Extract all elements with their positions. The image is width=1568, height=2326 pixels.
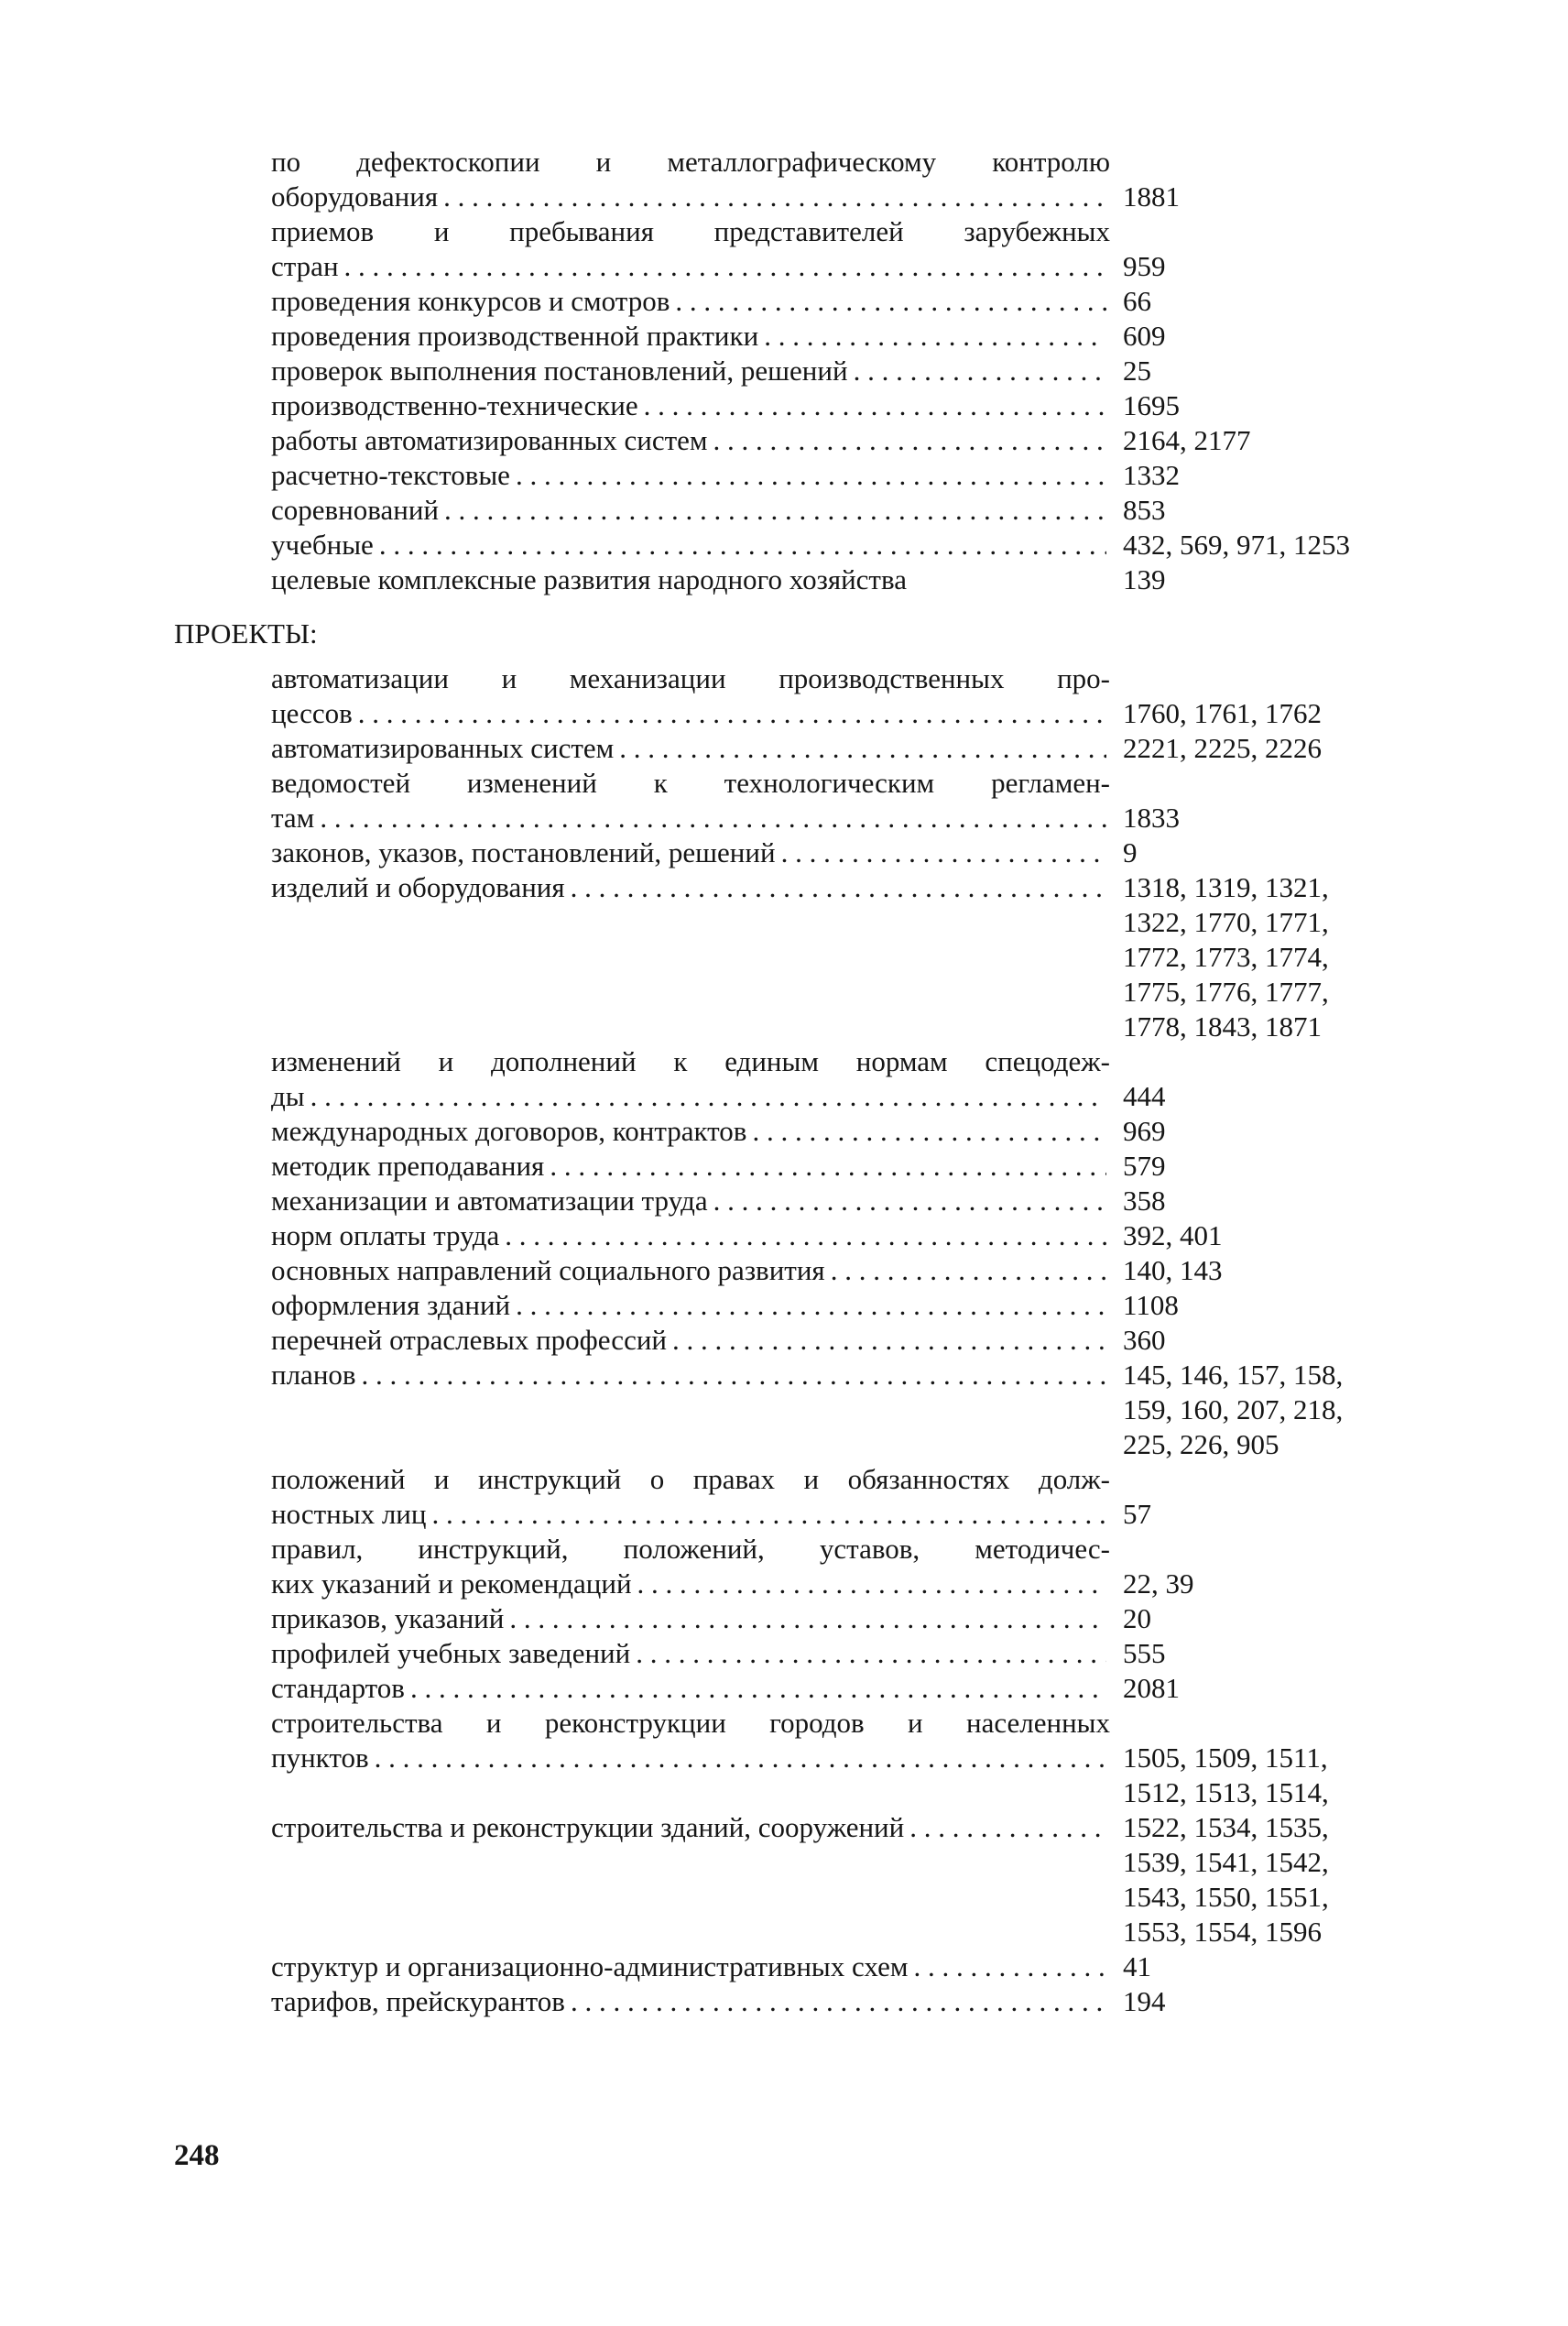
entry-term: приемов и пребывания представителей зарубежных (271, 215, 1110, 247)
page-refs: 1543, 1550, 1551, (1123, 1881, 1329, 1913)
entry-term: основных направлений социального развития (271, 1254, 825, 1286)
leader-dots (410, 1671, 1106, 1706)
leader-dots (713, 1184, 1106, 1218)
leader-dots (509, 1601, 1106, 1636)
entry-term: оформления зданий (271, 1289, 511, 1321)
index-entry (174, 1949, 1420, 1984)
entry-line (174, 1636, 1420, 1671)
index-entry (174, 1984, 1420, 2019)
leader-dots (571, 870, 1106, 905)
entry-line (174, 1497, 1420, 1532)
entry-line (174, 354, 1420, 388)
page-refs: 25 (1123, 355, 1151, 387)
index-entry (174, 1044, 1420, 1114)
index-entry (174, 870, 1420, 1044)
page-refs: 392, 401 (1123, 1219, 1223, 1251)
leader-dots (781, 835, 1106, 870)
entry-line (174, 1462, 1420, 1497)
entry-line (174, 1601, 1420, 1636)
page-refs: 9 (1123, 836, 1138, 868)
leader-dots (516, 1288, 1106, 1323)
page-refs: 1833 (1123, 802, 1180, 834)
entry-line (174, 528, 1420, 562)
entry-line (174, 493, 1420, 528)
page-refs: 969 (1123, 1115, 1166, 1147)
page-refs: 1505, 1509, 1511, (1123, 1742, 1328, 1774)
leader-dots (672, 1323, 1106, 1358)
entry-line (174, 1671, 1420, 1706)
page-refs: 609 (1123, 320, 1166, 352)
page-refs: 2081 (1123, 1672, 1180, 1704)
page-refs: 159, 160, 207, 218, (1123, 1393, 1344, 1425)
leader-dots (571, 1984, 1106, 2019)
index-block-projects (174, 661, 1420, 2019)
entry-term: приказов, указаний (271, 1602, 505, 1634)
page-refs: 1772, 1773, 1774, (1123, 941, 1329, 973)
entry-term: там (271, 802, 315, 834)
leader-dots (636, 1636, 1106, 1671)
index-entry (174, 1462, 1420, 1532)
leader-dots (854, 354, 1106, 388)
entry-term: стран (271, 250, 339, 282)
page-refs: 1695 (1123, 389, 1180, 421)
index-entry (174, 284, 1420, 319)
entry-term: проведения конкурсов и смотров (271, 285, 670, 317)
entry-term: работы автоматизированных систем (271, 424, 708, 456)
entry-line (174, 870, 1420, 905)
entry-line (174, 1114, 1420, 1149)
entry-term: норм оплаты труда (271, 1219, 500, 1251)
entry-line (174, 1532, 1420, 1567)
leader-dots (644, 388, 1106, 423)
entry-term: перечней отраслевых профессий (271, 1324, 668, 1356)
entry-line (174, 1184, 1420, 1218)
entry-term: структур и организационно-административных схем (271, 1950, 909, 1982)
section-heading: ПРОЕКТЫ: (174, 617, 318, 650)
leader-dots (675, 284, 1106, 319)
index-entry (174, 1253, 1420, 1288)
index-entry (174, 1358, 1420, 1462)
entry-line (174, 1984, 1420, 2019)
page-refs: 145, 146, 157, 158, (1123, 1359, 1344, 1391)
index-entry (174, 1601, 1420, 1636)
entry-line (174, 1949, 1420, 1984)
entry-term: положений и инструкций о правах и обязанностях долж- (271, 1463, 1110, 1495)
entry-line (174, 731, 1420, 766)
subject-index (174, 145, 1420, 2019)
index-entry (174, 319, 1420, 354)
index-entry (174, 388, 1420, 423)
entry-line (174, 1323, 1420, 1358)
entry-line (174, 458, 1420, 493)
page-refs: 853 (1123, 494, 1166, 526)
entry-line (174, 145, 1420, 180)
page-refs: 959 (1123, 250, 1166, 282)
entry-term: профилей учебных заведений (271, 1637, 631, 1669)
entry-term: ких указаний и рекомендаций (271, 1567, 632, 1600)
entry-line (174, 1741, 1420, 1775)
entry-term: планов (271, 1359, 356, 1391)
leader-dots (505, 1218, 1106, 1253)
index-entry (174, 1114, 1420, 1149)
index-entry (174, 1149, 1420, 1184)
entry-line (174, 1810, 1420, 1845)
index-entry (174, 1810, 1420, 1949)
entry-line (174, 766, 1420, 801)
index-entry (174, 1218, 1420, 1253)
index-entry (174, 1323, 1420, 1358)
page-refs: 1760, 1761, 1762 (1123, 697, 1322, 729)
leader-dots (358, 696, 1106, 731)
index-entry (174, 528, 1420, 562)
page-refs: 579 (1123, 1150, 1166, 1182)
index-entry (174, 493, 1420, 528)
entry-line (174, 1218, 1420, 1253)
page-refs: 66 (1123, 285, 1151, 317)
entry-term: оборудования (271, 180, 439, 213)
entry-term: производственно-технические (271, 389, 638, 421)
entry-term: механизации и автоматизации труда (271, 1185, 708, 1217)
index-entry (174, 835, 1420, 870)
entry-line (174, 940, 1420, 975)
entry-term: проверок выполнения постановлений, решений (271, 355, 848, 387)
page-refs: 432, 569, 971, 1253 (1123, 529, 1350, 561)
leader-dots (375, 1741, 1106, 1775)
page-refs: 1108 (1123, 1289, 1179, 1321)
leader-dots (443, 180, 1106, 214)
entry-line (174, 1010, 1420, 1044)
leader-dots (550, 1149, 1106, 1184)
entry-term: методик преподавания (271, 1150, 545, 1182)
page-refs: 2164, 2177 (1123, 424, 1251, 456)
page-refs: 41 (1123, 1950, 1151, 1982)
index-entry (174, 1532, 1420, 1601)
entry-term: по дефектоскопии и металлографическому контролю (271, 146, 1110, 178)
entry-line (174, 661, 1420, 696)
page-refs: 555 (1123, 1637, 1166, 1669)
page-refs: 2221, 2225, 2226 (1123, 732, 1322, 764)
page-refs: 360 (1123, 1324, 1166, 1356)
leader-dots (444, 493, 1106, 528)
leader-dots (713, 423, 1106, 458)
entry-line (174, 1358, 1420, 1392)
leader-dots (637, 1567, 1106, 1601)
entry-term: целевые комплексные развития народного хозяйства (271, 563, 907, 595)
entry-line (174, 1567, 1420, 1601)
entry-line (174, 1044, 1420, 1079)
leader-dots (619, 731, 1106, 766)
entry-line (174, 696, 1420, 731)
entry-term: соревнований (271, 494, 440, 526)
page-refs: 57 (1123, 1498, 1151, 1530)
leader-dots (320, 801, 1106, 835)
entry-line (174, 975, 1420, 1010)
index-entry (174, 1706, 1420, 1810)
entry-line (174, 801, 1420, 835)
page-refs: 358 (1123, 1185, 1166, 1217)
entry-line (174, 284, 1420, 319)
entry-line (174, 1915, 1420, 1949)
index-entry (174, 1671, 1420, 1706)
page-refs: 1322, 1770, 1771, (1123, 906, 1329, 938)
entry-line (174, 1427, 1420, 1462)
entry-line (174, 423, 1420, 458)
page-number: 248 (174, 2139, 220, 2172)
index-entry (174, 562, 1420, 597)
entry-term: изделий и оборудования (271, 871, 565, 903)
entry-line (174, 562, 1420, 597)
entry-line (174, 249, 1420, 284)
entry-term: проведения производственной практики (271, 320, 759, 352)
leader-dots (909, 1810, 1106, 1845)
entry-line (174, 1288, 1420, 1323)
entry-line (174, 1079, 1420, 1114)
index-entry (174, 661, 1420, 731)
entry-line (174, 388, 1420, 423)
entry-line (174, 1253, 1420, 1288)
entry-term: ведомостей изменений к технологическим регламен- (271, 767, 1110, 799)
page-refs: 1881 (1123, 180, 1180, 213)
entry-term: правил, инструкций, положений, уставов, методичес- (271, 1533, 1110, 1565)
entry-line (174, 1845, 1420, 1880)
index-block-continued (174, 145, 1420, 597)
index-entry (174, 423, 1420, 458)
index-entry (174, 1636, 1420, 1671)
page-refs: 1553, 1554, 1596 (1123, 1916, 1322, 1948)
entry-line (174, 905, 1420, 940)
entry-term: тарифов, прейскурантов (271, 1985, 565, 2017)
entry-line (174, 214, 1420, 249)
page-refs: 20 (1123, 1602, 1151, 1634)
page-refs: 1512, 1513, 1514, (1123, 1776, 1329, 1808)
page-refs: 1318, 1319, 1321, (1123, 871, 1329, 903)
entry-term: пунктов (271, 1742, 369, 1774)
entry-term: автоматизированных систем (271, 732, 615, 764)
entry-term: международных договоров, контрактов (271, 1115, 747, 1147)
entry-term: автоматизации и механизации производственных про- (271, 662, 1110, 694)
entry-term: законов, указов, постановлений, решений (271, 836, 776, 868)
leader-dots (913, 1949, 1106, 1984)
page-refs: 139 (1123, 563, 1166, 595)
leader-dots (516, 458, 1106, 493)
page-refs: 22, 39 (1123, 1567, 1194, 1600)
entry-term: стандартов (271, 1672, 405, 1704)
index-entry (174, 354, 1420, 388)
leader-dots (752, 1114, 1106, 1149)
leader-dots (344, 249, 1106, 284)
entry-term: ды (271, 1080, 305, 1112)
index-entry (174, 766, 1420, 835)
entry-line (174, 1775, 1420, 1810)
page-refs: 194 (1123, 1985, 1166, 2017)
entry-term: изменений и дополнений к единым нормам спецодеж- (271, 1045, 1110, 1077)
entry-term: ностных лиц (271, 1498, 427, 1530)
entry-line (174, 319, 1420, 354)
entry-line (174, 1880, 1420, 1915)
entry-line (174, 1392, 1420, 1427)
leader-dots (362, 1358, 1106, 1392)
entry-term: строительства и реконструкции городов и населенных (271, 1707, 1110, 1739)
index-entry (174, 1184, 1420, 1218)
entry-term: цессов (271, 697, 353, 729)
entry-line (174, 835, 1420, 870)
index-entry (174, 214, 1420, 284)
entry-line (174, 180, 1420, 214)
index-entry (174, 458, 1420, 493)
page-refs: 444 (1123, 1080, 1166, 1112)
page-refs: 1539, 1541, 1542, (1123, 1846, 1329, 1878)
entry-term: расчетно-текстовые (271, 459, 510, 491)
leader-dots (310, 1079, 1106, 1114)
index-entry (174, 145, 1420, 214)
page-refs: 1778, 1843, 1871 (1123, 1010, 1322, 1043)
page-refs: 225, 226, 905 (1123, 1428, 1279, 1460)
page-refs: 1332 (1123, 459, 1180, 491)
entry-line (174, 1706, 1420, 1741)
leader-dots (432, 1497, 1107, 1532)
entry-line (174, 1149, 1420, 1184)
leader-dots (831, 1253, 1106, 1288)
page-refs: 1522, 1534, 1535, (1123, 1811, 1329, 1843)
entry-term: учебные (271, 529, 374, 561)
entry-term: строительства и реконструкции зданий, сооружений (271, 1811, 905, 1843)
leader-dots (379, 528, 1106, 562)
leader-dots (764, 319, 1106, 354)
index-entry (174, 731, 1420, 766)
page-refs: 1775, 1776, 1777, (1123, 976, 1329, 1008)
index-entry (174, 1288, 1420, 1323)
page-refs: 140, 143 (1123, 1254, 1223, 1286)
